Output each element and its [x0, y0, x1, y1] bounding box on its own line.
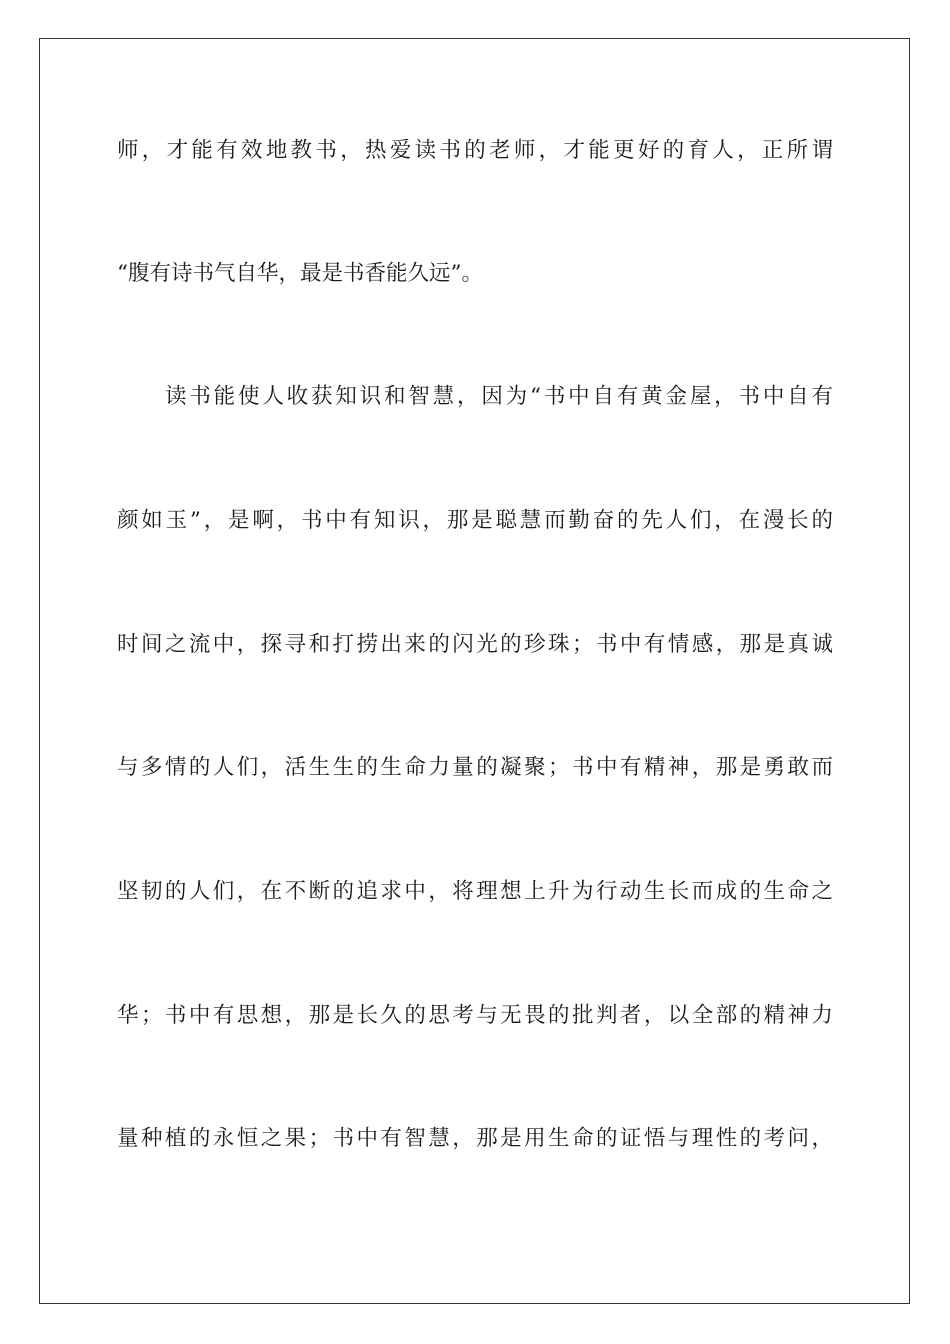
paragraph-start-line: 读书能使人收获知识和智慧，因为“书中自有黄金屋，书中自有 — [165, 384, 833, 409]
text-line-7: 坚韧的人们，在不断的追求中，将理想上升为行动生长而成的生命之 — [117, 879, 833, 904]
text-line-2: “腹有诗书气自华，最是书香能久远”。 — [117, 261, 483, 286]
text-line-8: 华；书中有思想，那是长久的思考与无畏的批判者，以全部的精神力 — [117, 1003, 833, 1028]
text-line-1: 师，才能有效地教书，热爱读书的老师，才能更好的育人，正所谓 — [117, 138, 833, 163]
text-line-9: 量种植的永恒之果；书中有智慧，那是用生命的证悟与理性的考问， — [117, 1126, 833, 1151]
text-line-6: 与多情的人们，活生生的生命力量的凝聚；书中有精神，那是勇敢而 — [117, 755, 833, 780]
text-line-5: 时间之流中，探寻和打捞出来的闪光的珍珠；书中有情感，那是真诚 — [117, 632, 833, 657]
text-line-4: 颜如玉”，是啊，书中有知识，那是聪慧而勤奋的先人们，在漫长的 — [117, 508, 833, 533]
page-border — [39, 38, 910, 1304]
